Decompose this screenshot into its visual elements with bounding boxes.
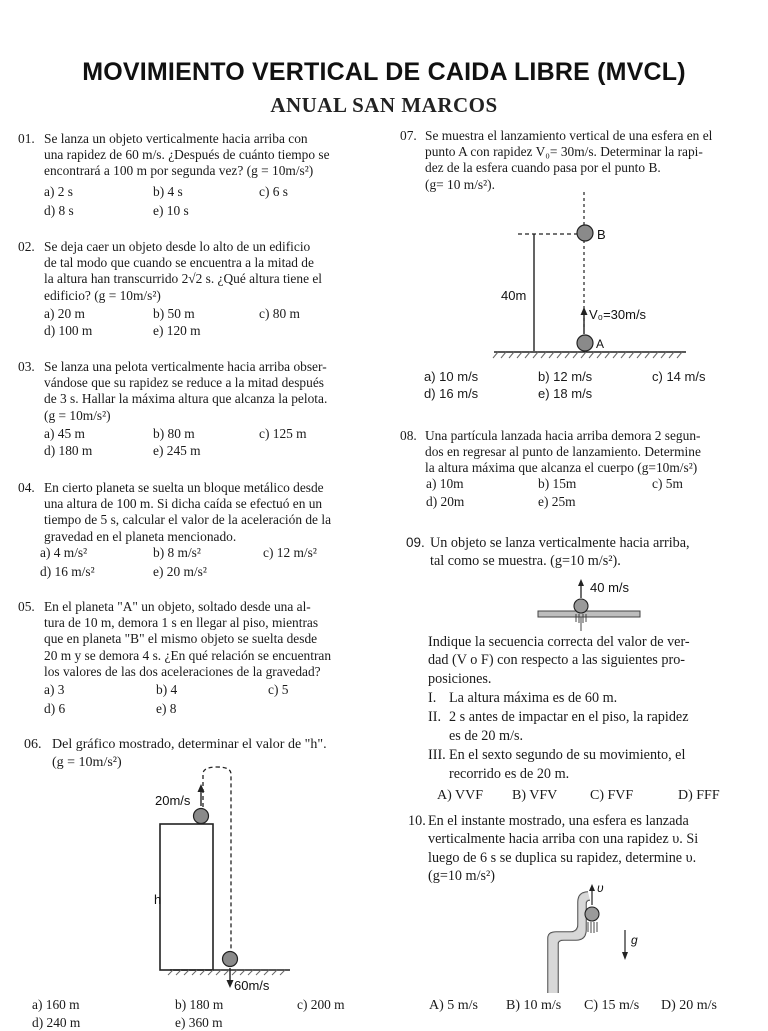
page-title: MOVIMIENTO VERTICAL DE CAIDA LIBRE (MVCL) — [82, 58, 686, 86]
question-text-line: los valores de las dos aceleraciones de la gravedad? — [44, 663, 321, 679]
option[interactable]: d) 16 m/s — [424, 386, 479, 401]
option[interactable]: c) 80 m — [259, 306, 300, 321]
option[interactable]: b) 12 m/s — [538, 369, 593, 384]
arrow-up-head — [589, 884, 595, 891]
question-text-line: gravedad en el planeta mencionado. — [44, 528, 237, 544]
option[interactable]: a) 3 — [44, 682, 65, 697]
option[interactable]: e) 120 m — [153, 323, 201, 338]
question-text-line: verticalmente hacia arriba con una rapidez υ. Si — [428, 831, 699, 848]
option[interactable]: d) 8 s — [44, 203, 74, 218]
option[interactable]: b) 8 m/s² — [153, 545, 201, 560]
page-subtitle: ANUAL SAN MARCOS — [270, 93, 498, 117]
option[interactable]: B) VFV — [512, 788, 558, 803]
option[interactable]: e) 18 m/s — [538, 386, 593, 401]
option[interactable]: a) 2 s — [44, 184, 74, 199]
option[interactable]: c) 12 m/s² — [263, 545, 317, 560]
question-text-line: una rapidez de 60 m/s. ¿Después de cuánto tiempo se — [44, 147, 330, 163]
question-text-line: (g = 10m/s²) — [44, 407, 111, 423]
option[interactable]: C) 15 m/s — [584, 998, 640, 1013]
option[interactable]: c) 5m — [652, 476, 683, 491]
option[interactable]: b) 180 m — [175, 997, 224, 1012]
question-text-line: vándose que su rapidez se reduce a la mitad después — [44, 375, 324, 391]
option[interactable]: a) 45 m — [44, 426, 85, 441]
option[interactable]: c) 6 s — [259, 184, 289, 199]
proposition-text: En el sexto segundo de su movimiento, el — [449, 747, 686, 763]
speed-label: V₀=30m/s — [589, 307, 647, 322]
question-text-line: (g=10 m/s²) — [428, 868, 496, 885]
question-text-line: la altura han transcurrido 2√2 s. ¿Qué altura tiene el — [44, 271, 323, 287]
figure-07 — [490, 188, 690, 364]
option[interactable]: b) 4 s — [153, 184, 183, 199]
option[interactable]: A) VVF — [437, 788, 484, 803]
question-text-line: Del gráfico mostrado, determinar el valor de "h". — [52, 737, 327, 752]
question-number: 04. — [18, 480, 35, 495]
question-text-line: de tal modo que cuando se encuentra a la mitad de — [44, 255, 314, 271]
option[interactable]: A) 5 m/s — [429, 998, 478, 1013]
option[interactable]: C) FVF — [590, 788, 634, 803]
option[interactable]: c) 125 m — [259, 426, 307, 441]
option[interactable]: D) FFF — [678, 788, 720, 803]
ball — [585, 907, 599, 921]
question-text-line: que en planeta "B" el mismo objeto se suelta desde — [44, 631, 318, 647]
option[interactable]: b) 80 m — [153, 426, 195, 441]
option[interactable]: d) 240 m — [32, 1015, 81, 1030]
question-number: 08. — [400, 428, 417, 443]
statement-line: Indique la secuencia correcta del valor de ver- — [428, 634, 690, 650]
question-text-line: Se lanza un objeto verticalmente hacia arriba con — [44, 131, 308, 146]
option[interactable]: a) 10m — [426, 476, 464, 491]
option[interactable]: d) 100 m — [44, 323, 93, 338]
motion-lines — [588, 922, 597, 933]
option[interactable]: c) 5 — [268, 682, 289, 697]
proposition-text: 2 s antes de impactar en el piso, la rapidez — [449, 709, 689, 725]
point-b-label: B — [597, 227, 606, 242]
figure-09 — [534, 576, 644, 632]
ball-top — [194, 809, 209, 824]
bottom-speed-label: 60m/s — [234, 978, 270, 993]
arrow-up-head — [581, 307, 588, 315]
proposition-numeral: I. — [428, 690, 437, 706]
option[interactable]: d) 6 — [44, 701, 66, 716]
arrow-up-head — [578, 579, 584, 586]
option[interactable]: a) 4 m/s² — [40, 545, 88, 560]
option[interactable]: e) 8 — [156, 701, 177, 716]
option[interactable]: d) 20m — [426, 494, 465, 509]
question-text-line: (g= 10 m/s²). — [425, 176, 495, 192]
question-text-line: una altura de 100 m. Si dicha caída se efectuó en un — [44, 496, 323, 512]
question-text-line: En cierto planeta se suelta un bloque metálico desde — [44, 480, 324, 495]
speed-label: 40 m/s — [590, 580, 630, 595]
question-text-line: Se deja caer un objeto desde lo alto de un edificio — [44, 239, 311, 254]
structure-fill — [548, 892, 590, 993]
platform — [538, 611, 640, 617]
question-09-statement — [428, 633, 758, 688]
question-text-line: Un objeto se lanza verticalmente hacia arriba, — [430, 535, 690, 551]
question-number: 03. — [18, 359, 35, 374]
question-text-line: tiempo de 5 s, calcular el valor de la aceleración de la — [44, 512, 332, 528]
question-text-line: En el instante mostrado, una esfera es lanzada — [428, 813, 689, 829]
question-number: 02. — [18, 239, 35, 254]
ball-b — [577, 225, 593, 241]
option[interactable]: b) 4 — [156, 682, 178, 697]
statement-line: dad (V o F) con respecto a las siguientes pro- — [428, 652, 686, 669]
option[interactable]: e) 10 s — [153, 203, 189, 218]
question-text-line: 20 m y se demora 4 s. ¿En qué relación se encuentran — [44, 647, 332, 663]
option[interactable]: e) 245 m — [153, 443, 201, 458]
question-number: 10. — [408, 813, 426, 829]
question-text-line: Se muestra el lanzamiento vertical de una esfera en el — [425, 128, 713, 143]
question-text-line: edificio? (g = 10m/s²) — [44, 287, 161, 303]
proposition-text: La altura máxima es de 60 m. — [449, 690, 618, 706]
question-number: 05. — [18, 599, 35, 614]
ball-a — [577, 335, 593, 351]
question-text-line: de 3 s. Hallar la máxima altura que alcanza la pelota. — [44, 391, 328, 407]
option[interactable]: a) 10 m/s — [424, 369, 479, 384]
building — [160, 824, 213, 970]
proposition-numeral: III. — [428, 747, 446, 763]
option[interactable]: e) 360 m — [175, 1015, 223, 1030]
option[interactable]: d) 16 m/s² — [40, 564, 95, 579]
question-text-line: dos en regresar al punto de lanzamiento. Determine — [425, 444, 701, 460]
question-text-line: encontrará a 100 m por segunda vez? (g = 10m/s²) — [44, 163, 314, 179]
height-label: h — [154, 892, 162, 907]
option[interactable]: D) 20 m/s — [661, 998, 717, 1013]
arrow-down-head — [227, 980, 234, 988]
option[interactable]: a) 20 m — [44, 306, 85, 321]
option[interactable]: a) 160 m — [32, 997, 80, 1012]
question-text-line: la altura máxima que alcanza el cuerpo (g=10m/s²) — [425, 460, 698, 476]
option[interactable]: c) 14 m/s — [652, 369, 706, 384]
ball — [574, 599, 588, 613]
ground-hatch — [493, 352, 682, 358]
figure-10 — [538, 880, 648, 995]
ball-bottom — [223, 952, 238, 967]
option[interactable]: e) 25m — [538, 494, 576, 509]
speed-label: υ — [597, 881, 604, 895]
gravity-arrow-head — [622, 952, 628, 960]
option[interactable]: e) 20 m/s² — [153, 564, 207, 579]
proposition-text-cont: es de 20 m/s. — [449, 728, 524, 744]
option[interactable]: b) 15m — [538, 476, 577, 491]
statement-line: posiciones. — [428, 670, 492, 687]
figure-06 — [140, 762, 320, 1002]
question-text-line: Una partícula lanzada hacia arriba demora 2 segun- — [425, 428, 701, 443]
question-number: 01. — [18, 131, 35, 146]
question-number: 06. — [24, 737, 42, 752]
option[interactable]: d) 180 m — [44, 443, 93, 458]
option[interactable]: c) 200 m — [297, 997, 345, 1012]
question-text-line: luego de 6 s se duplica su rapidez, determine υ. — [428, 849, 697, 866]
top-speed-label: 20m/s — [155, 793, 191, 808]
option[interactable]: b) 50 m — [153, 306, 195, 321]
question-text-line: En el planeta "A" un objeto, soltado desde una al- — [44, 599, 311, 614]
question-text-line: punto A con rapidez V₀= 30m/s. Determinar la rapi- — [425, 144, 703, 160]
question-text-line: dez de la esfera cuando pasa por el punto B. — [425, 160, 661, 176]
proposition-numeral: II. — [428, 709, 441, 725]
question-number: 09. — [406, 535, 425, 550]
height-label: 40m — [501, 288, 527, 303]
point-a-label: A — [596, 337, 605, 351]
question-text-line: (g = 10m/s²) — [52, 755, 122, 771]
option[interactable]: B) 10 m/s — [506, 998, 562, 1013]
question-text-line: tura de 10 m, demora 1 s en llegar al piso, mientras — [44, 615, 319, 631]
question-text-line: Se lanza una pelota verticalmente hacia arriba obser- — [44, 359, 327, 374]
question-number: 07. — [400, 128, 417, 143]
gravity-label: g — [631, 933, 638, 947]
proposition-text-cont: recorrido es de 20 m. — [449, 766, 570, 782]
question-text-line: tal como se muestra. (g=10 m/s²). — [430, 553, 621, 570]
